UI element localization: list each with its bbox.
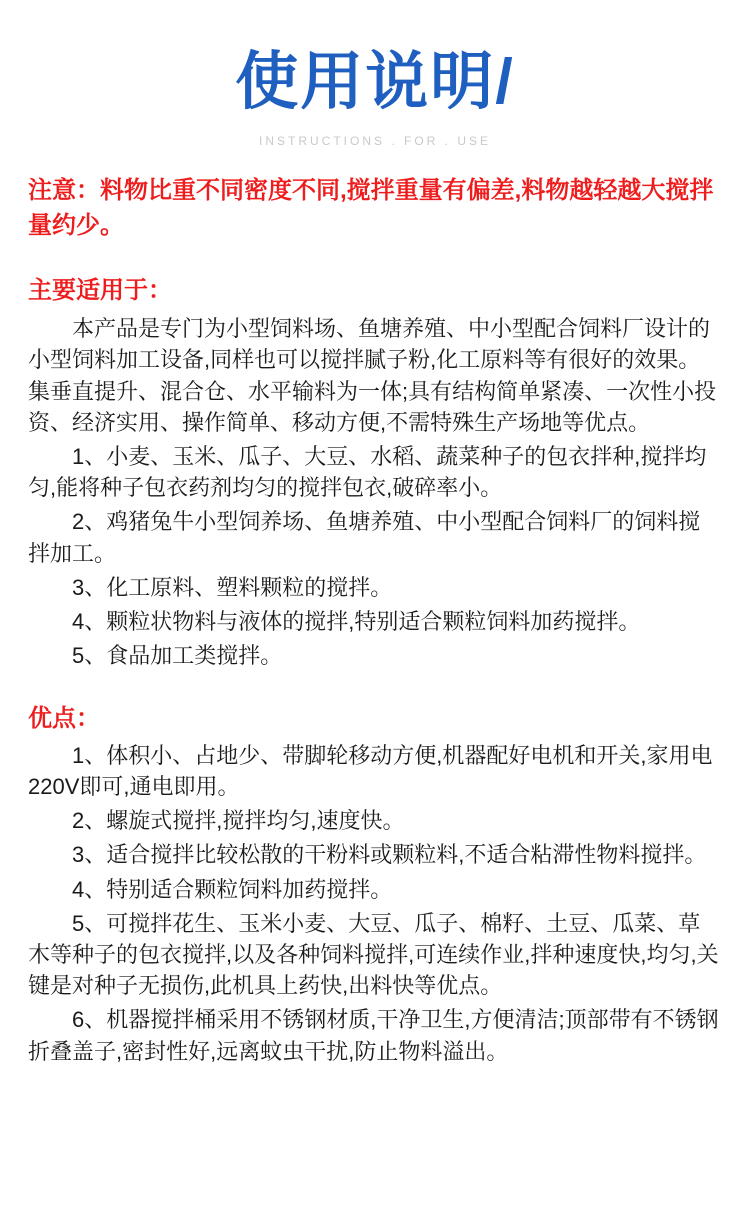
list-item: 5、可搅拌花生、玉米小麦、大豆、瓜子、棉籽、土豆、瓜菜、草木等种子的包衣搅拌,以及各种饲料搅拌,可连续作业,拌种速度快,均匀,关键是对种子无损伤,此机具上药快,出料快等优点。	[28, 910, 719, 999]
section-heading: 主要适用于：	[28, 277, 172, 305]
list-item: 4、特别适合颗粒饲料加药搅拌。	[72, 876, 393, 902]
list-item: 1、体积小、占地少、带脚轮移动方便,机器配好电机和开关,家用电220V即可,通电即用。	[28, 742, 713, 799]
list-item: 1、小麦、玉米、瓜子、大豆、水稻、蔬菜种子的包衣拌种,搅拌均匀,能将种子包衣药剂均匀的搅拌包衣,破碎率小。	[28, 443, 707, 501]
list-item: 3、适合搅拌比较松散的干粉料或颗粒料,不适合粘滞性物料搅拌。	[72, 842, 707, 868]
section-paragraph: 本产品是专门为小型饲料场、鱼塘养殖、中小型配合饲料厂设计的小型饲料加工设备,同样也可以搅拌腻子粉,化工原料等有很好的效果。集垂直提升、混合仓、水平输料为一体;具有结构简单紧凑、一次性小投资、经济实用、操作简单、移动方便,不需特殊生产场地等优点。	[28, 316, 717, 435]
list-item: 2、鸡猪兔牛小型饲养场、鱼塘养殖、中小型配合饲料厂的饲料搅拌加工。	[28, 509, 701, 566]
section-applications	[28, 270, 722, 672]
list-item: 5、食品加工类搅拌。	[72, 643, 283, 669]
page-title: 使用说明/	[235, 47, 515, 117]
list-item: 4、颗粒状物料与液体的搅拌,特别适合颗粒饲料加药搅拌。	[72, 609, 641, 635]
title-block	[28, 0, 722, 148]
list-item: 6、机器搅拌桶采用不锈钢材质,干净卫生,方便清洁;顶部带有不锈钢折叠盖子,密封性好,远离蚊虫干扰,防止物料溢出。	[28, 1007, 719, 1064]
section-heading: 优点：	[28, 704, 100, 732]
section-advantages	[28, 698, 722, 1067]
notice-text: 注意：料物比重不同密度不同,搅拌重量有偏差,料物越轻越大搅拌量约少。	[28, 177, 714, 240]
list-item: 2、螺旋式搅拌,搅拌均匀,速度快。	[72, 808, 405, 834]
list-item: 3、化工原料、塑料颗粒的搅拌。	[72, 574, 393, 600]
page-subtitle: INSTRUCTIONS . FOR . USE	[258, 134, 491, 149]
